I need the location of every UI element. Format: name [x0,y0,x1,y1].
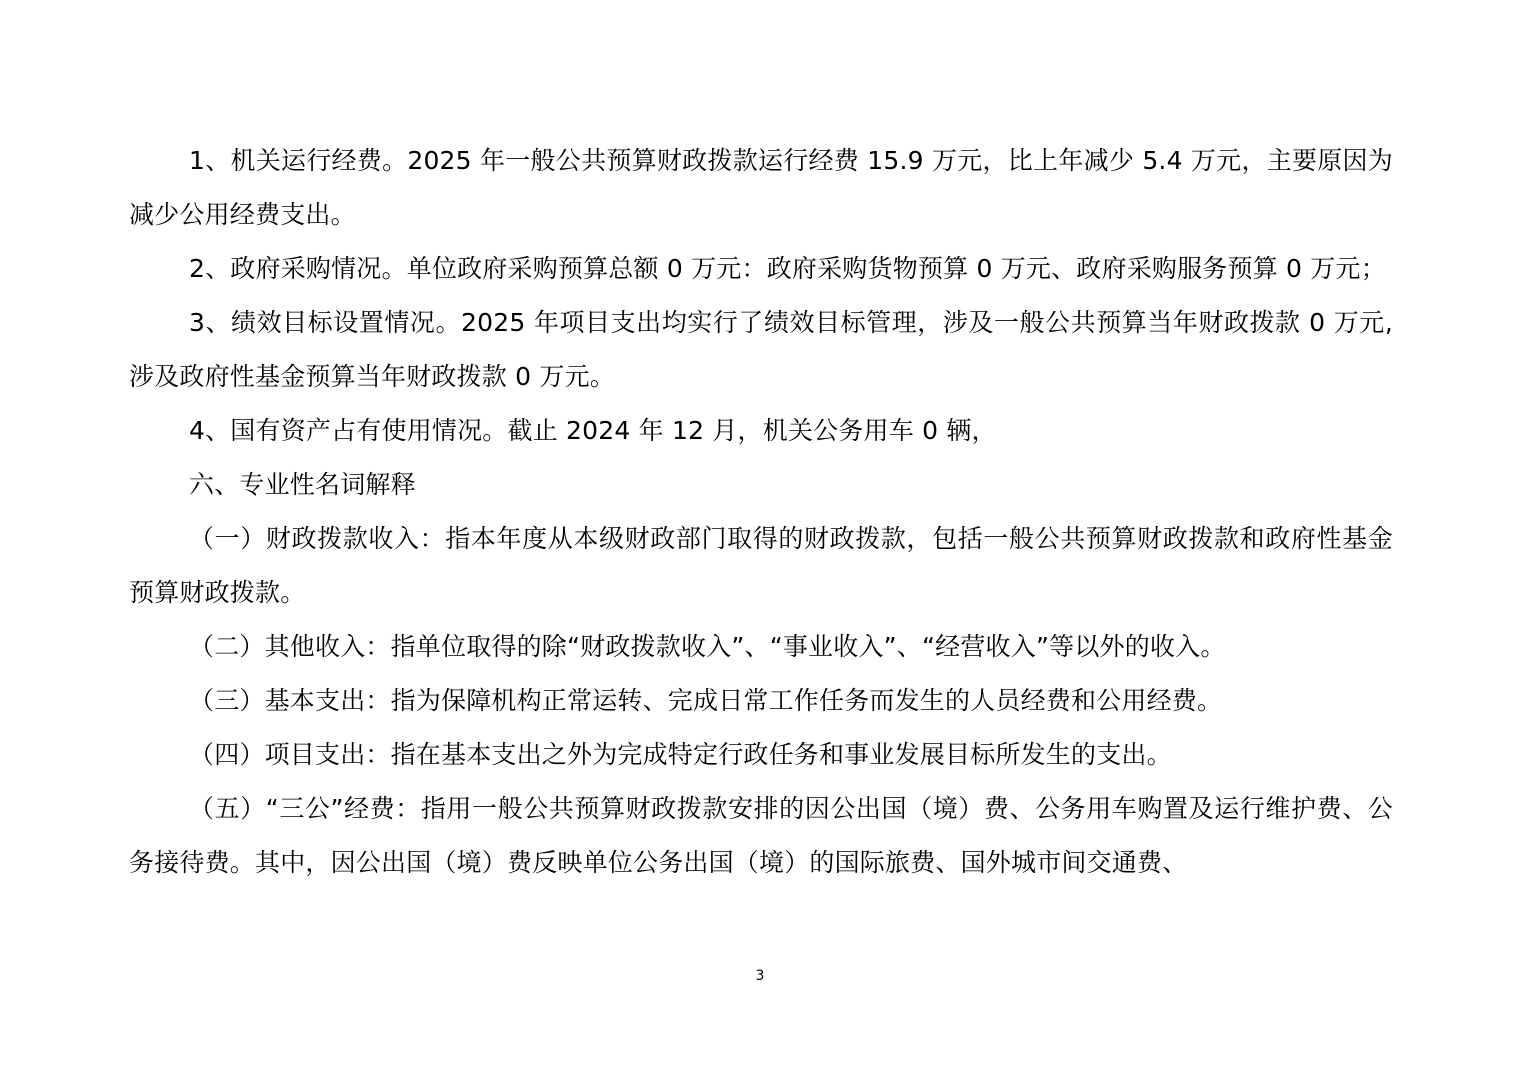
paragraph-term-other-income: （二）其他收入：指单位取得的除“财政拨款收入”、“事业收入”、“经营收入”等以外的收入。 [189,632,1226,661]
paragraph-state-assets: 4、国有资产占有使用情况。截止 2024 年 12 月，机关公务用车 0 辆， [189,416,997,445]
document-body [129,134,1393,890]
paragraph-term-three-public-expenses: （五）“三公”经费：指用一般公共预算财政拨款安排的因公出国（境）费、公务用车购置及运行维护费、公务接待费。其中，因公出国（境）费反映单位公务出国（境）的国际旅费、国外城市间交通费、 [129,794,1393,877]
paragraph-government-procurement: 2、政府采购情况。单位政府采购预算总额 0 万元：政府采购货物预算 0 万元、政府采购服务预算 0 万元； [189,254,1386,283]
paragraph-term-fiscal-income: （一）财政拨款收入：指本年度从本级财政部门取得的财政拨款，包括一般公共预算财政拨款和政府性基金预算财政拨款。 [129,524,1393,607]
paragraph-performance-targets: 3、绩效目标设置情况。2025 年项目支出均实行了绩效目标管理，涉及一般公共预算当年财政拨款 0 万元,涉及政府性基金预算当年财政拨款 0 万元。 [129,308,1393,391]
page-number: 3 [755,968,765,984]
paragraph-term-project-expenditure: （四）项目支出：指在基本支出之外为完成特定行政任务和事业发展目标所发生的支出。 [189,740,1172,769]
paragraph-operating-expenses: 1、机关运行经费。2025 年一般公共预算财政拨款运行经费 15.9 万元，比上年减少 5.4 万元，主要原因为减少公用经费支出。 [129,146,1393,229]
section-heading-terms: 六、专业性名词解释 [189,470,416,499]
paragraph-term-basic-expenditure: （三）基本支出：指为保障机构正常运转、完成日常工作任务而发生的人员经费和公用经费。 [189,686,1223,715]
